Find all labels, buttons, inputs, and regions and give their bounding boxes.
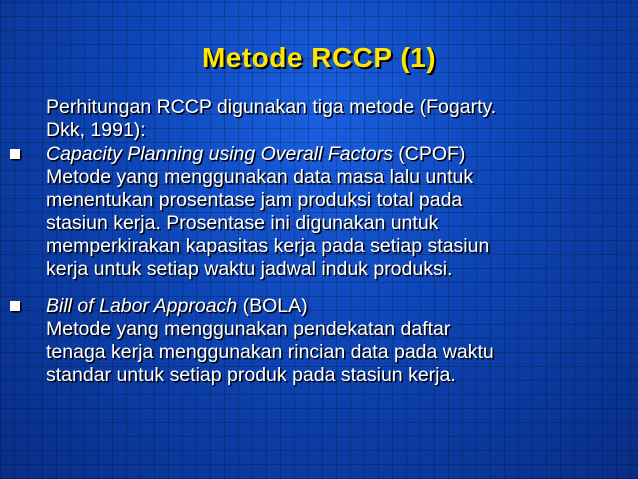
intro-line: Perhitungan RCCP digunakan tiga metode (Fogarty.: [46, 96, 497, 118]
square-bullet-icon: [10, 301, 20, 311]
bullet-term: Capacity Planning using Overall Factors: [46, 143, 393, 165]
bullet-heading: [46, 143, 614, 166]
bullet-term: Bill of Labor Approach: [46, 295, 238, 317]
bullet-heading: [46, 295, 614, 318]
bullet-abbreviation: (CPOF): [392, 143, 466, 165]
bullet-item-cpof: [46, 143, 614, 281]
slide-body: [46, 96, 614, 387]
description-line: memperkirakan kapasitas kerja pada setiap stasiun: [46, 235, 490, 257]
square-bullet-icon: [10, 149, 20, 159]
description-line: Metode yang menggunakan pendekatan daftar: [46, 318, 451, 340]
description-line: menentukan prosentase jam produksi total pada: [46, 189, 463, 211]
slide-title: Metode RCCP (1): [201, 42, 437, 73]
description-line: stasiun kerja. Prosentase ini digunakan untuk: [46, 212, 439, 234]
intro-line: Dkk, 1991):: [46, 119, 146, 141]
description-line: standar untuk setiap produk pada stasiun kerja.: [46, 364, 456, 386]
description-line: tenaga kerja menggunakan rincian data pada waktu: [46, 341, 494, 363]
description-line: kerja untuk setiap waktu jadwal induk produksi.: [46, 258, 453, 280]
bullet-item-bola: [46, 295, 614, 387]
description-line: Metode yang menggunakan data masa lalu untuk: [46, 166, 474, 188]
bullet-abbreviation: (BOLA): [237, 295, 308, 317]
